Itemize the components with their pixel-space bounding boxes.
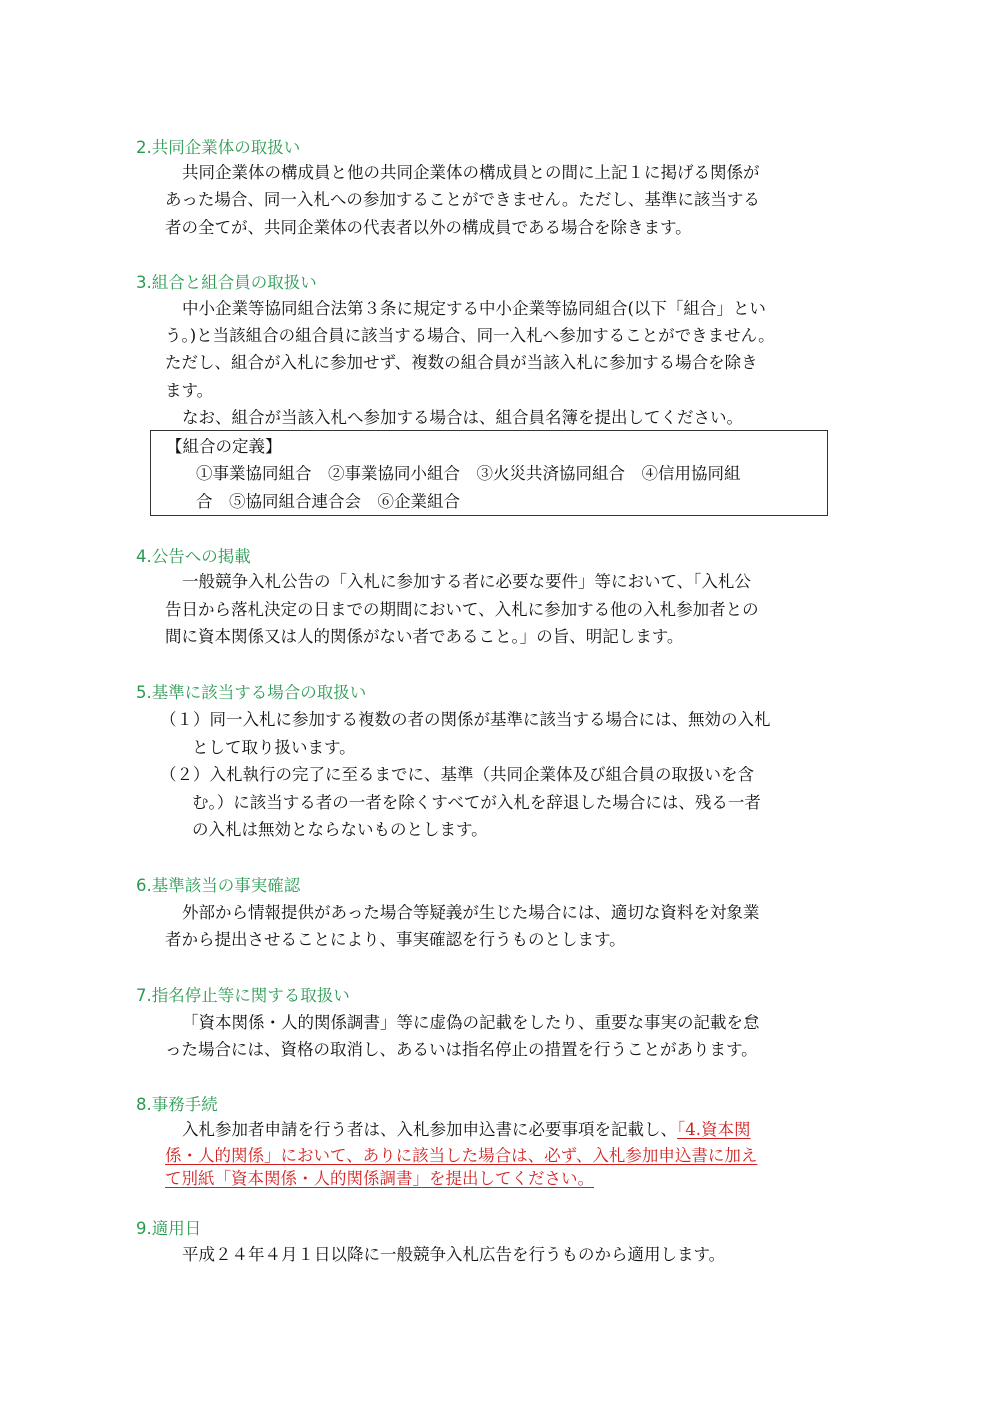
section-3-line-3: ただし、組合が入札に参加せず、複数の組合員が当該入札に参加する場合を除き xyxy=(165,353,758,372)
section-5-item-1-line-1: （１）同一入札に参加する複数の者の関係が基準に該当する場合には、無効の入札 xyxy=(160,710,771,729)
section-7-heading: 7.指名停止等に関する取扱い xyxy=(136,986,350,1005)
section-4-line-1: 一般競争入札公告の「入札に参加する者に必要な要件」等において、「入札公 xyxy=(182,572,751,591)
section-4-line-2: 告日から落札決定の日までの期間において、入札に参加する他の入札参加者との xyxy=(165,600,759,619)
section-8-line-1-emphasis: 「4.資本関 xyxy=(677,1120,751,1139)
section-2-heading: 2.共同企業体の取扱い xyxy=(136,138,301,157)
section-9-heading: 9.適用日 xyxy=(136,1219,202,1238)
section-9-line-1: 平成２４年４月１日以降に一般競争入札広告を行うものから適用します。 xyxy=(182,1245,726,1264)
section-5-item-2-line-3: の入札は無効とならないものとします。 xyxy=(192,820,488,839)
section-2-line-2: あった場合、同一入札への参加することができません。ただし、基準に該当する xyxy=(165,190,760,209)
section-5-item-1-line-2: として取り扱います。 xyxy=(192,738,356,757)
section-4-heading: 4.公告への掲載 xyxy=(136,547,251,566)
section-3-line-5: なお、組合が当該入札へ参加する場合は、組合員名簿を提出してください。 xyxy=(182,408,743,427)
section-7-line-2: った場合には、資格の取消し、あるいは指名停止の措置を行うことがあります。 xyxy=(165,1040,758,1059)
section-7-line-1: 「資本関係・人的関係調書」等に虚偽の記載をしたり、重要な事実の記載を怠 xyxy=(182,1013,760,1032)
section-3-heading: 3.組合と組合員の取扱い xyxy=(136,273,317,292)
section-2-line-3: 者の全てが、共同企業体の代表者以外の構成員である場合を除きます。 xyxy=(165,218,692,237)
section-5-item-2-line-1: （２）入札執行の完了に至るまでに、基準（共同企業体及び組合員の取扱いを含 xyxy=(160,765,754,784)
section-8-line-2-emphasis: 係・人的関係」において、ありに該当した場合は、必ず、入札参加申込書に加え xyxy=(165,1146,758,1165)
section-8-line-1-text: 入札参加者申請を行う者は、入札参加申込書に必要事項を記載し、 xyxy=(182,1120,677,1139)
section-8-line-1 xyxy=(182,1117,751,1143)
section-6-line-1: 外部から情報提供があった場合等疑義が生じた場合には、適切な資料を対象業 xyxy=(182,903,760,922)
section-2-line-1: 共同企業体の構成員と他の共同企業体の構成員との間に上記１に掲げる関係が xyxy=(182,163,760,182)
section-5-heading: 5.基準に該当する場合の取扱い xyxy=(136,683,367,702)
section-3-line-1: 中小企業等協同組合法第３条に規定する中小企業等協同組合(以下「組合」とい xyxy=(182,299,766,318)
section-6-line-2: 者から提出させることにより、事実確認を行うものとします。 xyxy=(165,930,626,949)
union-definition-line-2: 合 ⑤協同組合連合会 ⑥企業組合 xyxy=(196,492,460,511)
section-8-line-3-emphasis: て別紙「資本関係・人的関係調書」を提出してください。 xyxy=(165,1169,594,1188)
section-3-line-2: う。)と当該組合の組合員に該当する場合、同一入札へ参加することができません。 xyxy=(165,326,775,345)
section-4-line-3: 間に資本関係又は人的関係がない者であること。」の旨、明記します。 xyxy=(165,627,684,646)
union-definition-title: 【組合の定義】 xyxy=(166,437,282,456)
section-8-heading: 8.事務手続 xyxy=(136,1095,218,1114)
union-definition-line-1: ①事業協同組合 ②事業協同小組合 ③火災共済協同組合 ④信用協同組 xyxy=(196,464,741,483)
section-3-line-4: ます。 xyxy=(165,381,214,400)
section-6-heading: 6.基準該当の事実確認 xyxy=(136,876,301,895)
section-5-item-2-line-2: む。）に該当する者の一者を除くすべてが入札を辞退した場合には、残る一者 xyxy=(192,793,761,812)
